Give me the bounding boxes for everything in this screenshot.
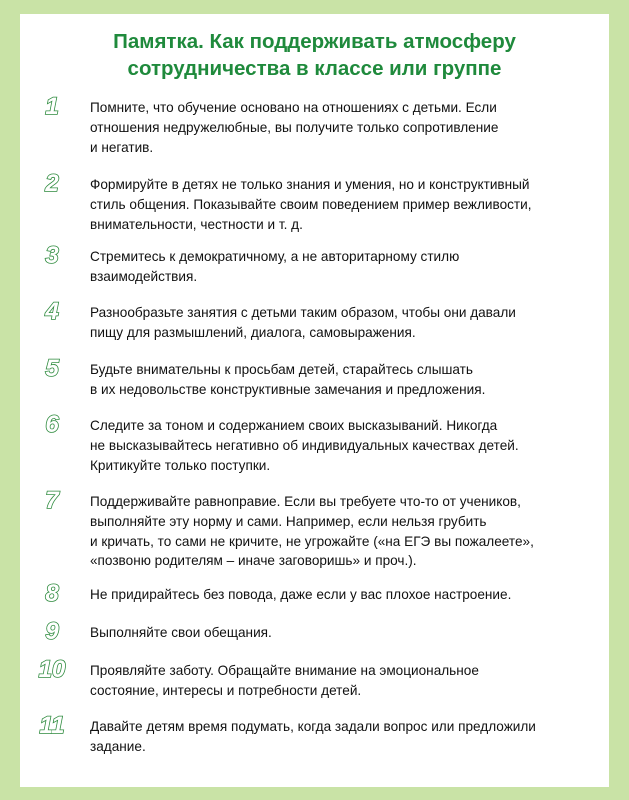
memo-title-line1: Памятка. Как поддерживать атмосферу — [113, 30, 516, 53]
item-text — [90, 585, 600, 605]
item-text-line: и кричать, то сами не кричите, не угрожайте («на ЕГЭ вы пожалеете», — [90, 533, 534, 549]
item-text-line: Разнообразьте занятия с детьми таким образом, чтобы они давали — [90, 305, 516, 320]
item-text-line: Проявляйте заботу. Обращайте внимание на эмоциональное — [90, 663, 479, 678]
item-text-line: Критикуйте только поступки. — [90, 457, 271, 473]
item-text-line: состояние, интересы и потребности детей. — [90, 682, 362, 698]
item-number: 3 — [45, 242, 59, 269]
item-text-line: Помните, что обучение основано на отношениях с детьми. Если — [90, 100, 497, 115]
item-number: 10 — [38, 656, 66, 683]
memo-list — [20, 14, 609, 787]
item-text-line: взаимодействия. — [90, 268, 198, 284]
item-number: 2 — [45, 170, 59, 197]
item-text-line: Давайте детям время подумать, когда задали вопрос или предложили — [90, 719, 536, 734]
item-text-line: отношения недружелюбные, вы получите только сопротивление — [90, 119, 499, 135]
item-text — [90, 360, 600, 400]
item-text-line: «позвоню родителям – иначе заговоришь» и проч.). — [90, 553, 417, 569]
item-text-line: не высказывайтесь негативно об индивидуальных качествах детей. — [90, 437, 519, 453]
memo-title-line2: сотрудничества в классе или группе — [127, 57, 502, 80]
item-text-line: Выполняйте свои обещания. — [90, 625, 272, 640]
item-text-line: выполняйте эту норму и сами. Например, если нельзя грубить — [90, 513, 487, 529]
item-text-line: пищу для размышлений, диалога, самовыражения. — [90, 324, 416, 340]
item-text-line: Поддерживайте равноправие. Если вы требуете что-то от учеников, — [90, 494, 521, 509]
item-number: 9 — [45, 618, 59, 645]
item-text — [90, 717, 600, 757]
item-number: 4 — [45, 298, 59, 325]
item-text — [90, 175, 600, 234]
item-text-line: внимательности, честности и т. д. — [90, 216, 303, 232]
item-text-line: задание. — [90, 738, 146, 754]
item-text-line: и негатив. — [90, 139, 154, 155]
memo-card — [20, 14, 609, 787]
item-text-line: Формируйте в детях не только знания и умения, но и конструктивный — [90, 177, 530, 192]
item-text-line: Будьте внимательны к просьбам детей, старайтесь слышать — [90, 362, 473, 377]
item-number: 6 — [45, 411, 59, 438]
item-text-line: Следите за тоном и содержанием своих высказываний. Никогда — [90, 418, 498, 433]
item-text — [90, 303, 600, 343]
item-text — [90, 416, 600, 475]
item-text-line: Не придирайтесь без повода, даже если у вас плохое настроение. — [90, 587, 512, 602]
item-text-line: Стремитесь к демократичному, а не авторитарному стилю — [90, 249, 460, 264]
item-text-line: стиль общения. Показывайте своим поведением пример вежливости, — [90, 196, 532, 212]
item-number: 11 — [39, 712, 65, 739]
item-text — [90, 623, 600, 643]
item-number: 8 — [45, 580, 59, 607]
item-text — [90, 98, 600, 157]
item-text — [90, 247, 600, 287]
item-number: 5 — [45, 355, 59, 382]
item-number: 7 — [45, 487, 59, 514]
item-text-line: в их недовольстве конструктивные замечания и предложения. — [90, 381, 486, 397]
item-number: 1 — [45, 93, 59, 120]
item-text — [90, 661, 600, 701]
item-text — [90, 492, 600, 571]
